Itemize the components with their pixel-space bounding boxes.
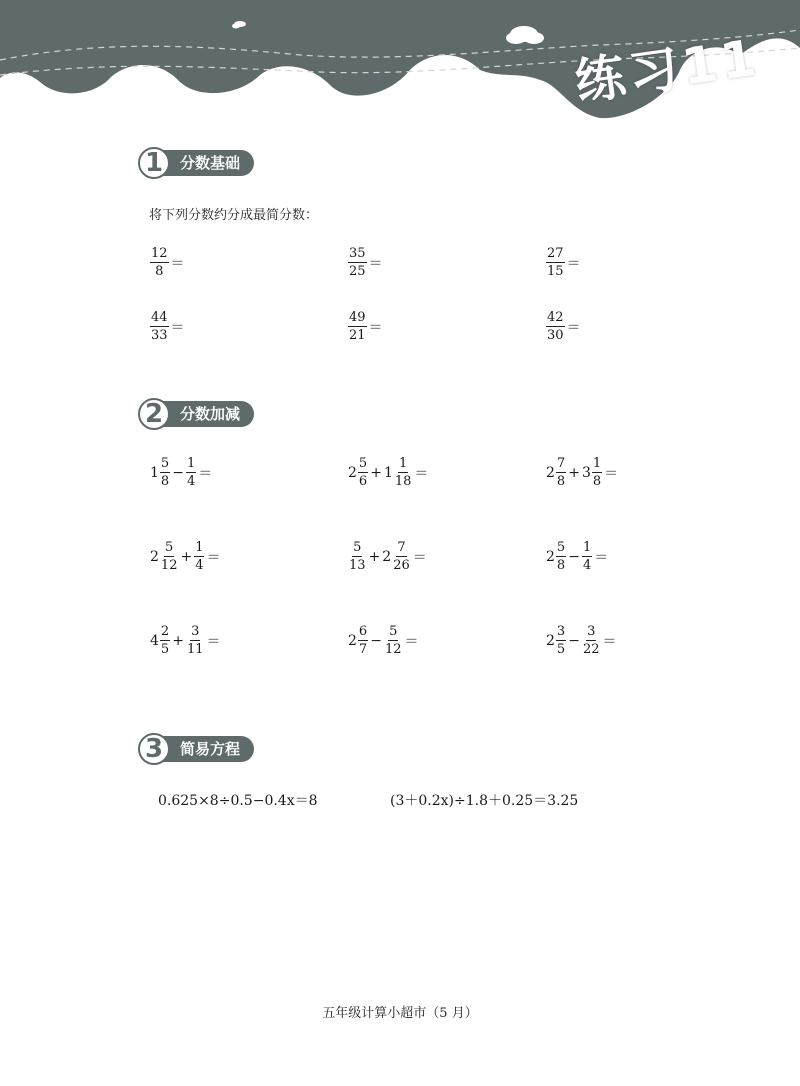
- equal-sign: ＝: [414, 465, 429, 482]
- denominator: 11: [186, 642, 204, 657]
- denominator: 5: [160, 642, 170, 657]
- numerator: 3: [191, 624, 200, 639]
- numerator: 1: [592, 456, 602, 471]
- section-label: 简易方程: [160, 736, 254, 762]
- fraction: [348, 540, 367, 573]
- numerator: 1: [186, 456, 196, 471]
- addsub-item: [150, 624, 220, 657]
- fraction: [160, 624, 170, 657]
- whole-number: 2: [348, 632, 357, 649]
- fraction: $\frac{12}{8}$: [151, 246, 168, 279]
- addsub-item: [546, 624, 616, 657]
- fraction: $\frac{35}{25}$: [349, 246, 366, 279]
- numerator: 6: [358, 624, 368, 639]
- numerator: 5: [160, 456, 170, 471]
- numerator: 3: [556, 624, 566, 639]
- page-footer: 五年级计算小超市（5 月）: [322, 1006, 478, 1021]
- fraction: [582, 540, 592, 573]
- simplify-item: $\frac{35}{25}$ ＝: [349, 246, 383, 279]
- fraction: [358, 456, 368, 489]
- fraction: [394, 456, 413, 489]
- denominator: 8: [592, 474, 602, 489]
- operator: −: [172, 464, 184, 481]
- numerator: 1: [195, 540, 204, 555]
- denominator: 8: [556, 558, 566, 573]
- denominator: 4: [582, 558, 592, 573]
- numerator: 5: [165, 540, 174, 555]
- section-number: 2: [138, 398, 170, 430]
- exercise-title: 练习11: [571, 28, 764, 112]
- page-header: [0, 0, 800, 130]
- fraction: [556, 624, 566, 657]
- numerator: 7: [397, 540, 406, 555]
- fraction: [186, 456, 196, 489]
- section-1-header: [138, 147, 254, 179]
- operator: +: [172, 632, 184, 649]
- denominator: 6: [358, 474, 368, 489]
- whole-number: 2: [546, 548, 555, 565]
- numerator: 7: [556, 456, 566, 471]
- fraction: [556, 456, 566, 489]
- denominator: 4: [195, 558, 204, 573]
- simplify-item: $\frac{44}{33}$ ＝: [151, 310, 185, 343]
- whole-number: 2: [382, 548, 392, 565]
- fraction: [582, 624, 601, 657]
- addsub-item: [150, 456, 212, 489]
- denominator: 22: [582, 642, 600, 657]
- fraction: [160, 540, 179, 573]
- equal-sign: ＝: [602, 633, 617, 650]
- addsub-item: [150, 540, 220, 573]
- addsub-item: [348, 624, 418, 657]
- equal-sign: ＝: [206, 633, 221, 650]
- whole-number: 4: [150, 632, 159, 649]
- denominator: 4: [186, 474, 196, 489]
- fraction: [384, 624, 403, 657]
- simplify-item: $\frac{12}{8}$ ＝: [151, 246, 185, 279]
- denominator: 12: [384, 642, 402, 657]
- denominator: 7: [358, 642, 368, 657]
- section-3-header: [138, 733, 254, 765]
- equation: (3＋0.2x)÷1.8＋0.25＝3.25: [390, 793, 579, 809]
- section-label: 分数基础: [160, 150, 254, 176]
- addsub-item: [546, 540, 608, 573]
- fraction: [392, 540, 411, 573]
- fraction: $\frac{49}{21}$: [349, 310, 366, 343]
- section-number: 3: [138, 733, 170, 765]
- numerator: 5: [358, 456, 368, 471]
- equal-sign: ＝: [198, 465, 213, 482]
- fraction: $\frac{44}{33}$: [151, 310, 168, 343]
- denominator: 5: [556, 642, 566, 657]
- operator: −: [370, 632, 382, 649]
- fraction: [358, 624, 368, 657]
- equal-sign: ＝: [206, 549, 221, 566]
- whole-number: 1: [383, 464, 393, 481]
- simplify-item: $\frac{27}{15}$ ＝: [547, 246, 581, 279]
- fraction: [556, 540, 566, 573]
- denominator: 13: [349, 558, 366, 573]
- operator: +: [370, 464, 382, 481]
- numerator: 2: [160, 624, 170, 639]
- addsub-item: [348, 540, 427, 573]
- operator: +: [568, 464, 580, 481]
- fraction: $\frac{27}{15}$: [547, 246, 564, 279]
- numerator: 5: [353, 540, 362, 555]
- simplify-item: $\frac{49}{21}$ ＝: [349, 310, 383, 343]
- whole-number: 2: [546, 632, 555, 649]
- whole-number: 2: [150, 548, 159, 565]
- fraction: [592, 456, 602, 489]
- numerator: 5: [556, 540, 566, 555]
- fraction: [194, 540, 204, 573]
- fraction: $\frac{42}{30}$: [547, 310, 564, 343]
- equal-sign: ＝: [412, 549, 427, 566]
- operator: −: [568, 632, 580, 649]
- whole-number: 2: [546, 464, 555, 481]
- fraction: [160, 456, 170, 489]
- numerator: 1: [398, 456, 408, 471]
- instruction-text: 将下列分数约分成最简分数：: [149, 208, 319, 223]
- numerator: 5: [389, 624, 398, 639]
- addsub-item: [348, 456, 428, 489]
- denominator: 8: [556, 474, 566, 489]
- denominator: 26: [393, 558, 410, 573]
- equal-sign: ＝: [594, 549, 609, 566]
- whole-number: 2: [348, 464, 357, 481]
- operator: −: [568, 548, 580, 565]
- fraction: [186, 624, 205, 657]
- denominator: 18: [394, 474, 412, 489]
- section-number: 1: [138, 147, 170, 179]
- denominator: 8: [160, 474, 170, 489]
- whole-number: 1: [150, 464, 159, 481]
- equal-sign: ＝: [604, 465, 619, 482]
- section-label: 分数加减: [160, 401, 254, 427]
- denominator: 12: [160, 558, 178, 573]
- equation: 0.625×8÷0.5−0.4x＝8: [158, 793, 318, 809]
- addsub-item: [546, 456, 618, 489]
- numerator: 3: [587, 624, 596, 639]
- operator: +: [180, 548, 193, 565]
- numerator: 1: [582, 540, 592, 555]
- operator: +: [368, 548, 381, 565]
- simplify-item: $\frac{42}{30}$ ＝: [547, 310, 581, 343]
- whole-number: 3: [581, 464, 591, 481]
- equal-sign: ＝: [404, 633, 419, 650]
- section-2-header: [138, 398, 254, 430]
